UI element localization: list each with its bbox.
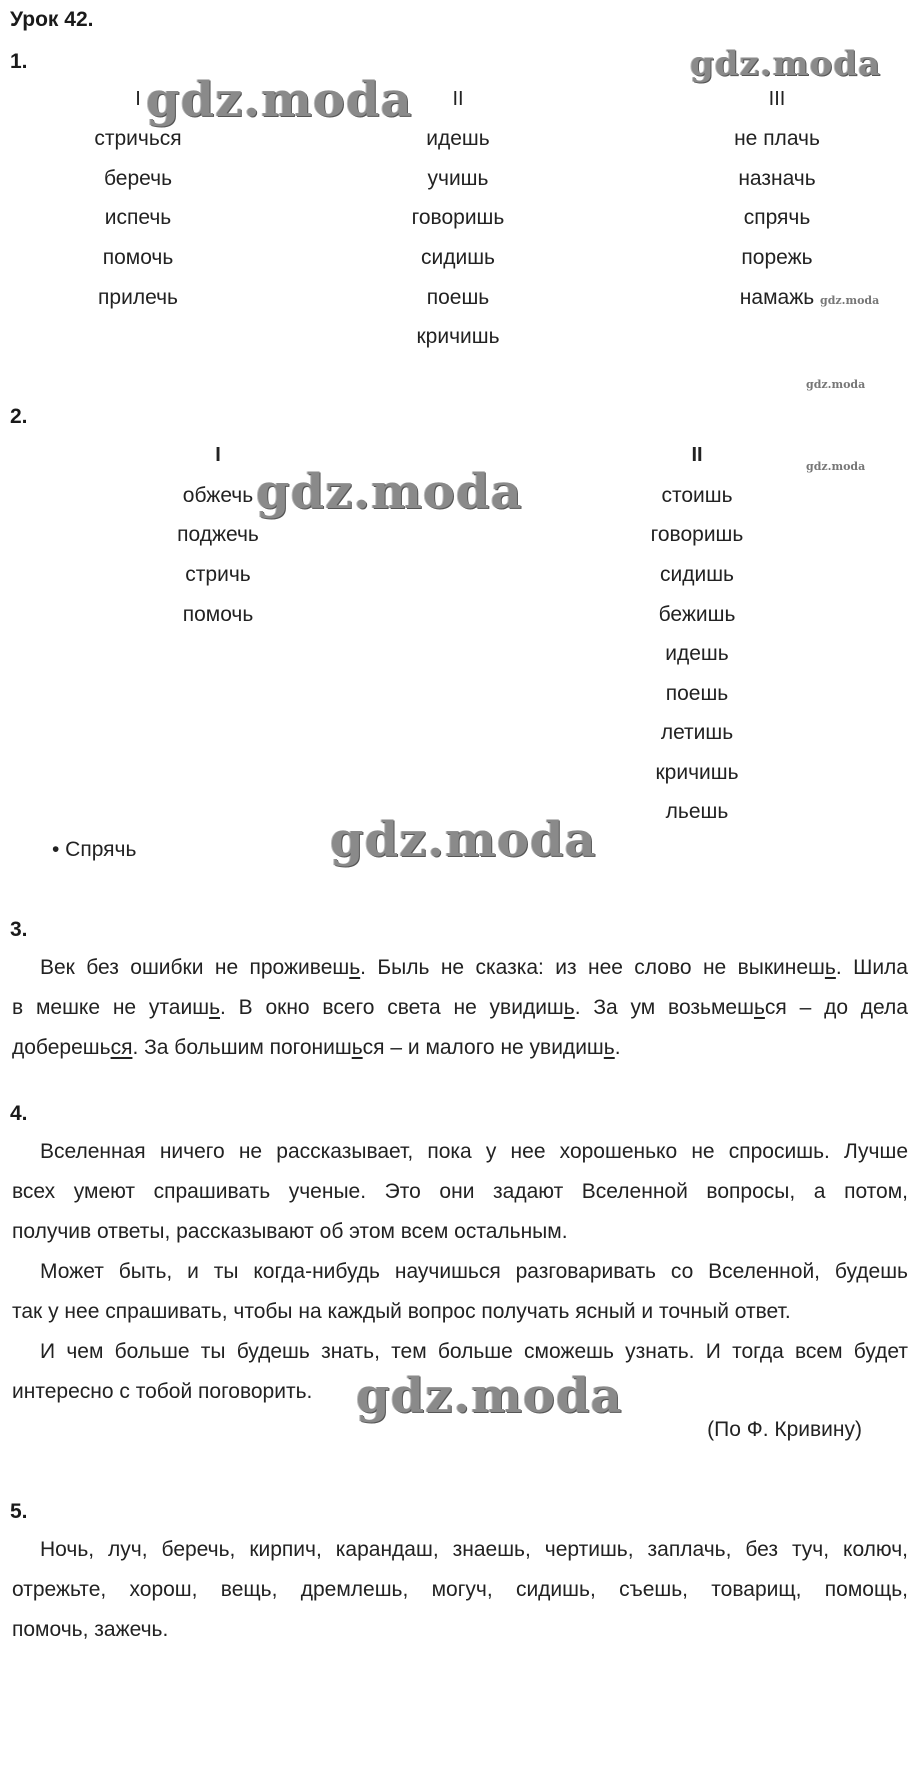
task-1-col-1-word: прилечь (98, 286, 178, 309)
task-2-col-2-word: льешь (665, 800, 729, 823)
task-1-col-2-word: учишь (427, 167, 489, 190)
task-2-number: 2. (10, 405, 28, 428)
task-4-line: всех умеют спрашивать ученые. Это они задают Вселенной вопросы, а потом, (12, 1180, 908, 1203)
watermark-logo: gdz.moda (820, 294, 880, 307)
task-2-col-1-word: помочь (182, 603, 254, 626)
task-1-col-2-word: кричишь (416, 325, 500, 348)
task-1-col-3-word: спрячь (743, 206, 811, 229)
watermark-logo: gdz.moda (690, 44, 882, 84)
task-1-col-3-word: намажь (739, 286, 815, 309)
task-4-line: получив ответы, рассказывают об этом всем остальным. (12, 1220, 568, 1243)
page-title: Урок 42. (10, 8, 94, 31)
task-5-text (12, 1530, 908, 1650)
task-3-line: в мешке не утаишь. В окно всего света не увидишь. За ум возьмешься – до дела (12, 996, 908, 1019)
task-2-header-1: I (215, 444, 221, 466)
task-1-col-1-word: стричься (94, 127, 182, 150)
task-1-col-2-word: идешь (426, 127, 490, 150)
task-1-header-1: I (135, 88, 141, 110)
watermark-logo: gdz.moda (330, 812, 597, 868)
task-5-line: Ночь, луч, беречь, кирпич, карандаш, знаешь, чертишь, заплачь, без туч, колюч, (40, 1538, 908, 1561)
task-2-col-1-word: обжечь (182, 484, 254, 507)
watermark-logo: gdz.moda (356, 1368, 623, 1424)
watermark-logo: gdz.moda (806, 378, 866, 391)
task-2-bullet: • Спрячь (52, 838, 137, 861)
task-4-source: (По Ф. Кривину) (707, 1418, 862, 1441)
task-1-col-3-word: не плачь (734, 127, 820, 150)
task-2-col-2-word: поешь (665, 682, 729, 705)
task-3-line: Век без ошибки не проживешь. Быль не сказка: из нее слово не выкинешь. Шила (40, 956, 908, 979)
task-4-line: И чем больше ты будешь знать, тем больше сможешь узнать. И тогда всем будет (40, 1340, 908, 1363)
task-2-col-2-word: идешь (665, 642, 729, 665)
task-4-line: Может быть, и ты когда-нибудь научишься разговаривать со Вселенной, будешь (40, 1260, 908, 1283)
task-2-col-1-word: стричь (185, 563, 251, 586)
task-1-col-2-word: поешь (426, 286, 490, 309)
task-2-col-2-word: кричишь (655, 761, 739, 784)
task-4-line: Вселенная ничего не рассказывает, пока у нее хорошенько не спросишь. Лучше (40, 1140, 908, 1163)
task-1-col-3-word: назначь (738, 167, 816, 190)
task-2-col-2-word: сидишь (659, 563, 735, 586)
task-3-line: доберешься. За большим погонишься – и малого не увидишь. (12, 1036, 621, 1059)
task-1-col-3-word: порежь (741, 246, 813, 269)
task-1-number: 1. (10, 50, 28, 73)
task-1-col-2-word: сидишь (420, 246, 496, 269)
task-2-col-2-word: говоришь (650, 523, 744, 546)
task-2-col-2-word: летишь (660, 721, 734, 744)
task-4-line: интересно с тобой поговорить. (12, 1380, 313, 1403)
task-3-number: 3. (10, 918, 28, 941)
task-1-header-3: III (768, 88, 786, 110)
watermark-logo: gdz.moda (806, 460, 866, 473)
task-1-col-2-word: говоришь (411, 206, 505, 229)
task-4-number: 4. (10, 1102, 28, 1125)
task-2-col-2-word: бежишь (658, 603, 736, 626)
task-2-header-2: II (691, 444, 703, 466)
task-2-col-1-word: поджечь (177, 523, 259, 546)
task-1-col-1-word: испечь (104, 206, 172, 229)
task-4-line: так у нее спрашивать, чтобы на каждый вопрос получать ясный и точный ответ. (12, 1300, 791, 1323)
watermark-logo: gdz.moda (256, 464, 523, 520)
task-1-col-1-word: беречь (103, 167, 173, 190)
task-3-text (12, 948, 908, 1068)
task-5-line: отрежьте, хорош, вещь, дремлешь, могуч, сидишь, съешь, товарищ, помощь, (12, 1578, 908, 1601)
task-1-col-1-word: помочь (102, 246, 174, 269)
task-2-col-2-word: стоишь (661, 484, 733, 507)
task-1-header-2: II (452, 88, 464, 110)
task-5-line: помочь, зажечь. (12, 1618, 169, 1641)
watermark-logo: gdz.moda (146, 72, 413, 128)
task-5-number: 5. (10, 1500, 28, 1523)
